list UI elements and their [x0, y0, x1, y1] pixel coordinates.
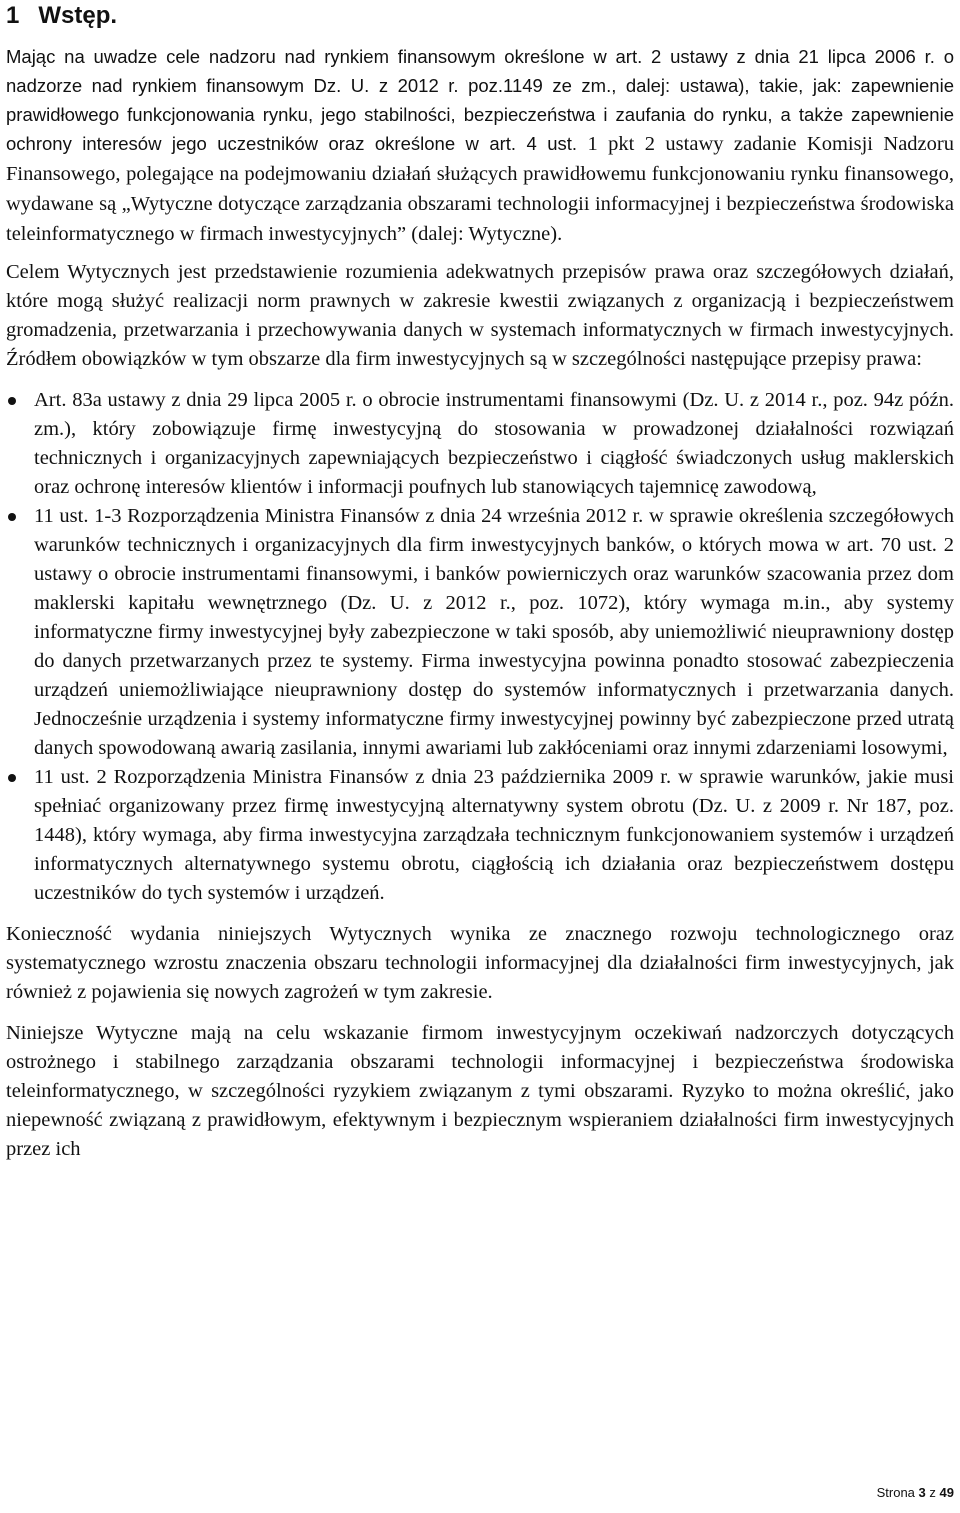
- document-page: [6, 0, 954, 1164]
- spacer: [6, 374, 954, 386]
- bullet-icon: [8, 513, 16, 521]
- page-label: Strona: [876, 1485, 915, 1500]
- page-footer: [877, 1484, 954, 1502]
- intro-paragraph-sans-part: Mając na uwadze cele nadzoru nad rynkiem finansowym określone w art. 2 ustawy z dnia 21 lipca 2006 r. o nadzorze nad rynkiem finansowym Dz. U. z 2012 r. poz.1149 ze zm., dalej: ustawa), takie, jak: zapewnienie prawidłowego funkcjonowania rynku, jego stabilności, bezpieczeństwa i zaufania do rynku, a także zapewnienie ochrony interesów jego uczestników oraz określone w art. 4 ust.: [6, 46, 954, 154]
- list-item: [6, 502, 954, 763]
- spacer: [6, 1007, 954, 1019]
- list-item: [6, 763, 954, 908]
- intro-paragraph-serif-part: 1 pkt 2 ustawy zadanie Komisji Nadzoru Finansowego, polegające na podejmowaniu działań służących prawidłowemu funkcjonowaniu rynku finansowego, wydawane są „Wytyczne dotyczące zarządzania obszarami technologii informacyjnej i bezpieczeństwa środowiska teleinformatycznego w firmach inwestycyjnych” (dalej: Wytyczne).: [6, 133, 954, 245]
- objective-paragraph: Niniejsze Wytyczne mają na celu wskazanie firmom inwestycyjnym oczekiwań nadzorczych dotyczących ostrożnego i stabilnego zarządzania obszarami technologii informacyjnej i bezpieczeństwa środowiska teleinformatycznego, w szczególności ryzykiem związanym z tymi obszarami. Ryzyko to można określić, jako niepewność związaną z prawidłowym, efektywnym i bezpiecznym wspieraniem działalności firm inwestycyjnych przez ich: [6, 1022, 954, 1160]
- bullet-icon: [8, 397, 16, 405]
- legal-provisions-list: [6, 386, 954, 908]
- list-item-text: 11 ust. 2 Rozporządzenia Ministra Finansów z dnia 23 października 2009 r. w sprawie warunków, jakie musi spełniać organizowany przez firmę inwestycyjną alternatywny system obrotu (Dz. U. z 2009 r. Nr 187, poz. 1448), który wymaga, aby firma inwestycyjna zarządzała technicznym funkcjonowaniem systemów i urządzeń informatycznych alternatywnego systemu obrotu, ciągłością ich działania oraz bezpieczeństwem dostępu uczestników do tych systemów i urządzeń.: [34, 766, 954, 904]
- page-separator: z: [929, 1485, 936, 1500]
- total-pages-number: 49: [939, 1485, 954, 1500]
- bullet-icon: [8, 774, 16, 782]
- list-item: [6, 386, 954, 502]
- spacer: [6, 908, 954, 920]
- spacer: [6, 249, 954, 258]
- section-heading: [6, 0, 954, 42]
- list-item-text: Art. 83a ustawy z dnia 29 lipca 2005 r. o obrocie instrumentami finansowymi (Dz. U. z 2014 r., poz. 94z późn. zm.), który zobowiązuje firmę inwestycyjną do stosowania w prowadzonej działalności rozwiązań technicznych i organizacyjnych zapewniających bezpieczeństwo i ciągłość świadczonych usług maklerskich oraz ochronę interesów klientów i informacji poufnych lub stanowiących tajemnicę zawodową,: [34, 389, 954, 498]
- section-title: Wstęp.: [38, 2, 118, 29]
- intro-paragraph: [6, 42, 954, 249]
- current-page-number: 3: [918, 1485, 926, 1500]
- purpose-paragraph: Celem Wytycznych jest przedstawienie rozumienia adekwatnych przepisów prawa oraz szczegółowych działań, które mogą służyć realizacji norm prawnych w zakresie kwestii związanych z organizacją i bezpieczeństwem gromadzenia, przetwarzania i przechowywania danych w systemach informatycznych w firmach inwestycyjnych. Źródłem obowiązków w tym obszarze dla firm inwestycyjnych są w szczególności następujące przepisy prawa:: [6, 261, 954, 370]
- necessity-paragraph: Konieczność wydania niniejszych Wytycznych wynika ze znacznego rozwoju technologicznego oraz systematycznego wzrostu znaczenia obszaru technologii informacyjnej dla działalności firm inwestycyjnych, jak również z pojawienia się nowych zagrożeń w tym zakresie.: [6, 923, 954, 1003]
- section-number: 1: [6, 2, 20, 29]
- list-item-text: 11 ust. 1-3 Rozporządzenia Ministra Finansów z dnia 24 września 2012 r. w sprawie określenia szczegółowych warunków technicznych i organizacyjnych dla firm inwestycyjnych banków, o których mowa w art. 70 ust. 2 ustawy o obrocie instrumentami finansowymi, i banków powierniczych oraz warunków szacowania przez dom maklerski kapitału wewnętrznego (Dz. U. z 2012 r., poz. 1072), który wymaga m.in., aby systemy informatyczne firmy inwestycyjnej były zabezpieczone w taki sposób, aby uniemożliwić nieuprawniony dostęp do danych przetwarzanych przez te systemy. Firma inwestycyjna powinna ponadto stosować zabezpieczenia urządzeń uniemożliwiające nieuprawniony dostęp do systemów informatycznych i przetwarzania danych. Jednocześnie urządzenia i systemy informatyczne firmy inwestycyjnej powinny być zabezpieczone przed utratą danych spowodowaną awarią zasilania, innymi awariami lub zakłóceniami oraz innymi zdarzeniami losowymi,: [34, 505, 954, 759]
